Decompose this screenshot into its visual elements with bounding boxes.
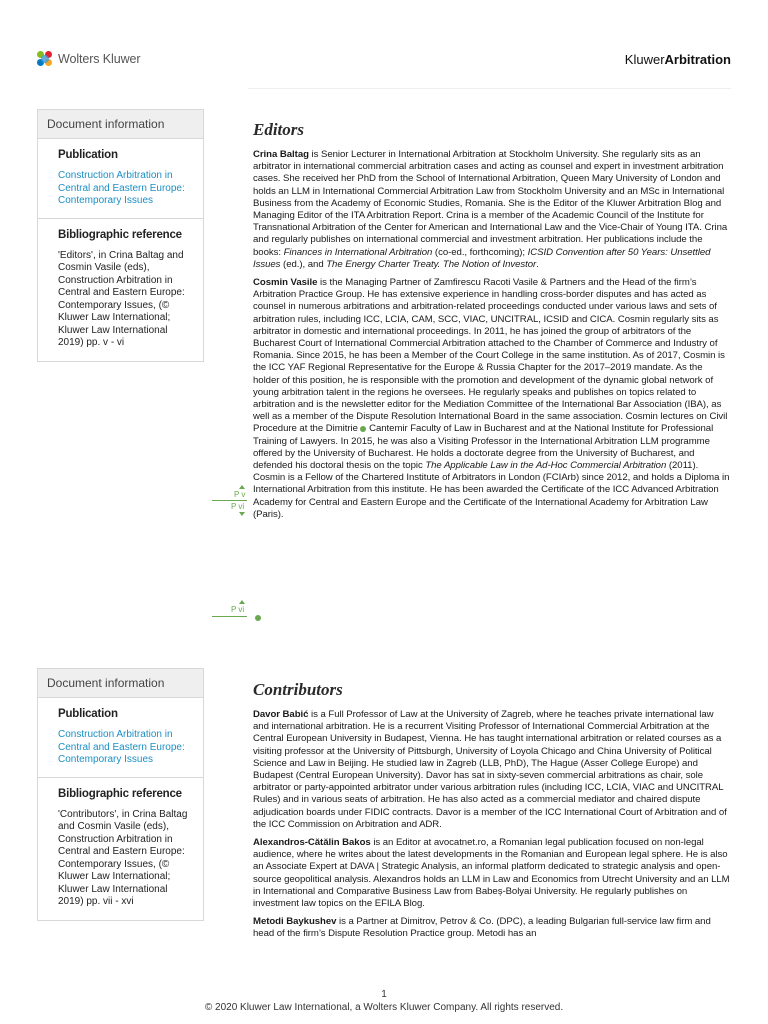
bio-text: (ed.), and [280,258,327,270]
page-down-arrow-icon [239,512,245,516]
contributors-heading: Contributors [253,680,343,699]
document-information-panel-editors [37,109,204,362]
wolters-kluwer-logo-icon [37,51,53,67]
publication-section [38,139,203,219]
publication-link[interactable]: Construction Arbitration in Central and Eastern Europe: Contemporary Issues [58,170,185,206]
bibliographic-reference-section [38,778,203,920]
brand-suffix: Arbitration [664,52,731,67]
bio-text: is a Partner at Dimitrov, Petrov & Co. (DPC), a leading Bulgarian full-service law firm and head of the firm’s Dispute Resolution Practice group. Metodi has an [253,916,711,940]
editors-section [253,120,731,527]
page-marker-line [212,500,247,501]
page-marker-p-v[interactable]: P v [234,490,246,499]
publication-title: Publication [58,149,118,161]
logo-text: Wolters Kluwer [58,52,141,66]
document-information-panel-contributors [37,668,204,921]
editor-bio-crina-baltag [253,149,731,271]
page-up-arrow-icon [239,485,245,489]
book-title: Finances in International Arbitration [283,246,433,258]
editors-heading: Editors [253,120,305,139]
bibliographic-reference-title: Bibliographic reference [58,228,182,241]
bio-text: Cantemir Faculty of Law in Bucharest and at the National Institute for Professional Training of Lawyers. In 2015, he was also a Visiting Professor in the International Arbitration LLM programme offered by the University of Bucharest. He holds a doctorate degree from the University of Bucharest, and defended his doctoral thesis on the topic [253,423,714,472]
editor-bio-cosmin-vasile [253,277,731,521]
publication-title: Publication [58,708,118,720]
wolters-kluwer-logo[interactable] [37,51,140,67]
page-marker-line [212,616,247,617]
contributors-section [253,680,731,946]
publication-section [38,698,203,778]
publication-link[interactable]: Construction Arbitration in Central and Eastern Europe: Contemporary Issues [58,729,185,765]
editor-name: Crina Baltag [253,149,309,160]
contributor-bio-alexandros-bakos [253,837,731,910]
bibliographic-reference-text: 'Contributors', in Crina Baltag and Cosmin Vasile (eds), Construction Arbitration in Central and Eastern Europe: Contemporary Issues, (© Kluwer Law International; Kluwer Law International 2019) pp. vii - xvi [58,808,188,907]
document-information-heading: Document information [38,669,203,698]
contributor-name: Davor Babić [253,709,309,720]
book-title: The Energy Charter Treaty. The Notion of Investor [326,258,537,270]
bio-text: is Senior Lecturer in International Arbitration at Stockholm University. She regularly sits as an arbitrator in international commercial arbitration cases and acting as counsel and expert in investment arbitration cases. She received her PhD from the School of International Arbitration, Queen Mary University of London and holds an LLM in International Commercial Arbitration Law from Stockholm University and an MSc in International Business from the Academy of Economic Studies, Romania. She is the Editor of the Kluwer Arbitration Blog and Managing Editor of the ITA Arbitration Report. Crina is a member of the Academic Council of the Institute for Transnational Arbitration of the Center for American and International Law and the Vice-Chair of Young ITA. Crina and regularly publishes on international commercial and investment arbitration. Her publications include the books: [253,149,728,258]
kluwer-arbitration-brand[interactable] [625,52,731,67]
bio-text: is an Editor at avocatnet.ro, a Romanian legal publication focused on non-legal audience, where he writes about the latest developments in the Romanian and European legal sphere. He is also an Associate Expert at DAVA | Strategic Analysis, an informal platform dedicated to strategic analysis and open-source geopolitical analysis. Alexandros holds an LLM in Law and Economics from Utrecht University and an LLM in International and Comparative Business Law from Babeș-Bolyai University. He regularly publishes on investment law topics on the EFILA Blog. [253,837,730,910]
contributor-bio-metodi-baykushev [253,916,731,940]
bibliographic-reference-title: Bibliographic reference [58,787,182,800]
book-title: ICSID Convention after 50 Years: Unsettled Issues [253,246,711,270]
page-break-marker-icon [360,426,366,432]
document-information-heading: Document information [38,110,203,139]
header-divider [248,88,731,89]
thesis-title: The Applicable Law in the Ad-Hoc Commercial Arbitration [425,460,667,472]
bio-text: is a Full Professor of Law at the University of Zagreb, where he teaches private international law and international arbitration. He is a recurrent Visiting Professor of International Commercial Arbitration at the Central European University in Budapest, Vienna. He has taught international arbitration or related courses as a visiting professor at the University of Pittsburgh, University of Loyola Chicago and China University of Political Science and Law in Beijing. He studied law in Zagreb (LLB, PhD), The Hague (Asser College Europe) and Budapest (Central European University). Davor has sat in sixty-seven commercial arbitrations as chair, sole arbitrator or party-appointed arbitrator under various arbitration rules (including ICC, LCIA, VIAC and UNCITRAL Rules) and in various seats of arbitration. He has also acted as a commercial mediator and chaired dispute adjudication boards under FIDIC contracts. Davor is a member of the ICC International Court of Arbitration and of the ICC Commission on Arbitration and ADR. [253,709,727,830]
page-marker-p-vi[interactable]: P vi [231,502,245,511]
page-header [0,0,768,90]
page-up-arrow-icon [239,600,245,604]
bio-text: (co-ed., forthcoming); [432,246,528,258]
bio-text: . [536,258,539,270]
contributor-name: Alexandros-Cătălin Bakos [253,837,371,849]
page-marker-p-vi-end[interactable]: P vi [231,605,245,614]
bio-text: is the Managing Partner of Zamfirescu Racoti Vasile & Partners and the Head of the firm’s Arbitration Practice Group. He has extensive experience in handling cross-border disputes and has acted as counsel in numerous arbitrations and arbitration-related proceedings conducted under various laws and sets of arbitration rules, including ICC, LCIA, CAM, SCC, VIAC, UNCITRAL, ICSID and CICA. Cosmin regularly sits as arbitrator in domestic and international proceedings. In 2011, he has joined the group of arbitrators of the Bucharest Court of International Commercial Arbitration attached to the Chamber of Commerce and Industry of Romania. Since 2015, he has been a Member of the Court College in the same institution. As of 2017, Cosmin is the ICC YAF Regional Representative for the Europe & Russia Chapter for the 2017–2019 mandate. As the holder of this position, he is responsible with the promotion and development of the dynamic global network of young arbitration talent in the regions he oversees. He regularly speaks and publishes on topics related to arbitration and is the newsletter editor for the Mediation Committee of the International Bar Association (IBA), as well as a member of the Dispute Resolution International Board in the same association. Cosmin lectures on Civil Procedure at the Dimitrie [253,277,728,435]
editor-name: Cosmin Vasile [253,277,318,289]
copyright-footer: © 2020 Kluwer Law International, a Wolters Kluwer Company. All rights reserved. [204,1002,564,1013]
contributor-bio-davor-babic [253,709,731,831]
brand-prefix: Kluwer [624,52,665,67]
page-end-marker-icon [255,615,261,621]
page-number: 1 [381,989,387,1000]
contributor-name: Metodi Baykushev [253,916,337,928]
bio-text: (2011). Cosmin is a Fellow of the Chartered Institute of Arbitrators in London (FCIArb) since 2012, and holds a Diploma in International Arbitration from this institute. He has been awarded the Certificate of the ICC Advanced Arbitration Academy for Central and Eastern Europe and the Certificate of the International Academy for Arbitration Law (Paris). [253,460,730,520]
bibliographic-reference-section [38,219,203,361]
bibliographic-reference-text: 'Editors', in Crina Baltag and Cosmin Vasile (eds), Construction Arbitration in Central and Eastern Europe: Contemporary Issues, (© Kluwer Law International; Kluwer Law International 2019) pp. v - vi [58,249,185,348]
